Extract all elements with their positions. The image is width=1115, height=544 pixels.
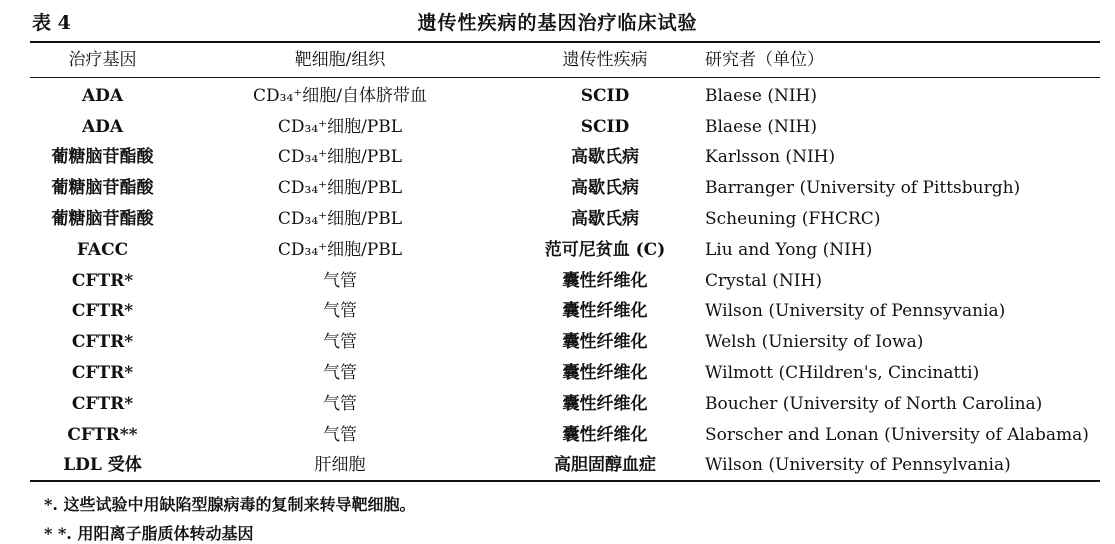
cell-target: CD₃₄⁺细胞/PBL [277,116,403,137]
cell-gene: ADA [81,85,124,106]
cell-disease: 高歇氏病 [571,209,639,230]
cell-investigator: Welsh (Uniersity of Iowa) [705,332,924,353]
cell-disease: 囊性纤维化 [562,332,648,353]
cell-gene: CFTR* [71,301,134,322]
cell-disease: 囊性纤维化 [562,393,648,414]
cell-investigator: Wilson (University of Pennsylvania) [705,455,1011,476]
cell-target: 气管 [323,363,357,384]
cell-investigator: Scheuning (FHCRC) [705,209,881,230]
cell-target: 气管 [323,270,357,291]
cell-target: 气管 [323,393,357,414]
cell-disease: 囊性纤维化 [562,363,648,384]
cell-disease: 高胆固醇血症 [554,455,656,476]
cell-target: 肝细胞 [314,455,366,476]
table-row [30,358,1100,389]
table-label: 表 4 [32,12,71,34]
cell-gene: 葡糖脑苷酯酸 [51,178,154,199]
cell-target: CD₃₄⁺细胞/PBL [277,239,403,260]
cell-investigator: Boucher (University of North Carolina) [705,393,1043,414]
cell-investigator: Blaese (NIH) [705,116,817,137]
header-therapy-gene: 治疗基因 [68,49,137,70]
cell-investigator: Barranger (University of Pittsburgh) [705,178,1021,199]
table-header-row [30,43,1100,77]
cell-gene: CFTR* [71,332,134,353]
cell-target: 气管 [323,301,357,322]
table-caption: 遗传性疾病的基因治疗临床试验 [417,12,698,34]
cell-gene: CFTR* [71,393,134,414]
table-row [30,235,1100,266]
table-row [30,297,1100,328]
cell-disease: 高歇氏病 [571,178,639,199]
table-row [30,451,1100,485]
table-row [30,112,1100,143]
header-investigator: 研究者（单位） [705,49,824,70]
cell-disease: SCID [580,85,630,106]
cell-target: 气管 [323,332,357,353]
header-disease: 遗传性疾病 [562,49,648,70]
cell-disease: 高歇氏病 [571,147,639,168]
cell-investigator: Crystal (NIH) [705,270,822,291]
cell-investigator: Wilmott (CHildren's, Cincinatti) [705,363,980,384]
cell-disease: 囊性纤维化 [562,301,648,322]
cell-gene: LDL 受体 [63,455,142,476]
table-row [30,143,1100,174]
cell-gene: 葡糖脑苷酯酸 [51,209,154,230]
header-target-cell: 靶细胞/组织 [294,49,386,70]
table-row [30,173,1100,204]
table-row [30,204,1100,235]
footnote-adenovirus: *. 这些试验中用缺陷型腺病毒的复制来转导靶细胞。 [44,495,416,514]
cell-investigator: Liu and Yong (NIH) [705,239,873,260]
cell-target: CD₃₄⁺细胞/PBL [277,209,403,230]
cell-gene: ADA [81,116,124,137]
table-row [30,420,1100,451]
cell-gene: CFTR* [71,363,134,384]
table-row [30,77,1100,112]
cell-disease: SCID [580,116,630,137]
cell-target: CD₃₄⁺细胞/PBL [277,147,403,168]
footnote-liposome: * *. 用阳离子脂质体转动基因 [44,524,254,543]
cell-disease: 囊性纤维化 [562,424,648,445]
cell-disease: 囊性纤维化 [562,270,648,291]
gene-therapy-trials-table [30,43,1100,484]
table-row [30,266,1100,297]
cell-investigator: Karlsson (NIH) [705,147,836,168]
cell-gene: CFTR* [71,270,134,291]
cell-investigator: Wilson (University of Pennsyvania) [705,301,1006,322]
cell-gene: 葡糖脑苷酯酸 [51,147,154,168]
cell-disease: 范可尼贫血 (C) [544,239,666,260]
cell-target: CD₃₄⁺细胞/PBL [277,178,403,199]
cell-investigator: Sorscher and Lonan (University of Alabama) [705,424,1089,445]
cell-target: CD₃₄⁺细胞/自体脐带血 [253,85,427,106]
cell-gene: FACC [76,239,129,260]
cell-target: 气管 [323,424,357,445]
table-row [30,389,1100,420]
cell-gene: CFTR** [67,424,138,445]
table-row [30,327,1100,358]
cell-investigator: Blaese (NIH) [705,85,817,106]
